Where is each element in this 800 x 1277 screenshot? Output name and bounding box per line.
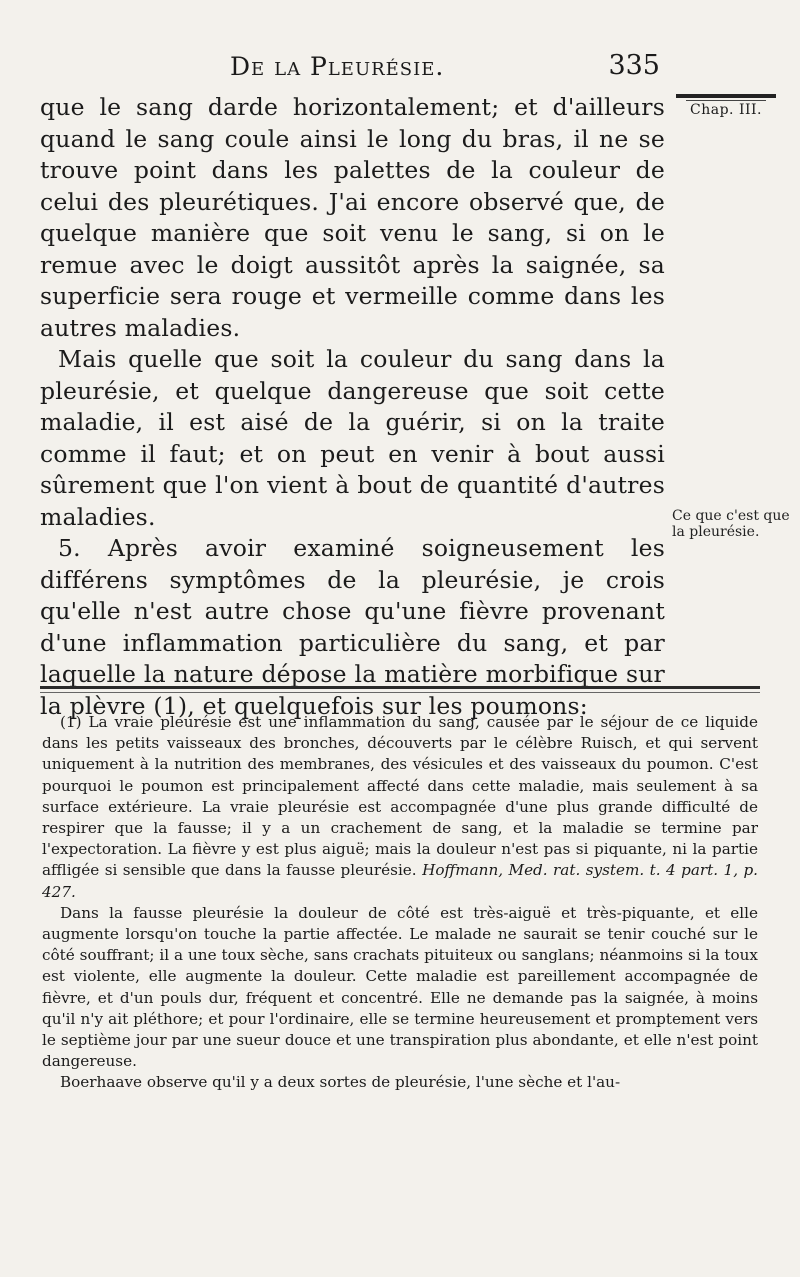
paragraph-3: 5. Après avoir examiné soigneusement les différens symptômes de la pleurésie, je crois qu'elle n'est autre chose qu'une fièvre provenant d'une inflammation particulière du sang, et par laquelle la nature dépose la matière morbifique sur la plèvre (1), et quelquefois sur les poumons:: [40, 534, 665, 720]
main-text: [40, 92, 665, 722]
footnote-1: [42, 712, 758, 903]
footnote-divider: [40, 686, 760, 689]
margin-chapter-label: Chap. III.: [676, 94, 776, 118]
paragraph-2: Mais quelle que soit la couleur du sang dans la pleurésie, et quelque dangereuse que soit cette maladie, il est aisé de la guérir, si on la traite comme il faut; et on peut en venir à bout aussi sûrement que l'on vient à bout de quantité d'autres maladies.: [40, 345, 665, 531]
running-title: De la Pleurésie.: [230, 52, 445, 81]
footnote-1-reference: Hoffmann, Med. rat. system. t. 4 part. 1, p. 427.: [42, 861, 759, 901]
footnote-2: Dans la fausse pleurésie la douleur de côté est très-aiguë et très-piquante, et elle augmente lorsqu'on touche la partie affectée. Le malade ne saurait se tenir couché sur le côté souffrant; il a une toux sèche, sans crachats pituiteux ou sanglans; néanmoins si la toux est violente, elle augmente la douleur. Cette maladie est pareillement accompagnée de fièvre, et d'un pouls dur, fréquent et concentré. Elle ne demande pas la saignée, à moins qu'il n'y ait pléthore; et pour l'ordinaire, elle se termine heureusement et promptement vers le septième jour par une sueur douce et une transpiration plus abondante, et elle n'est point dangereuse.: [42, 903, 758, 1071]
paragraph-1: que le sang darde horizontalement; et d'ailleurs quand le sang coule ainsi le long du bras, il ne se trouve point dans les palettes de la couleur de celui des pleurétiques. J'ai encore observé que, de quelque manière que soit venu le sang, si on le remue avec le doigt aussitôt après la saignée, sa superficie sera rouge et vermeille comme dans les autres maladies.: [40, 93, 665, 342]
footnote-1-text: (1) La vraie pleurésie est une inflammation du sang, causée par le séjour de ce liquide dans les petits vaisseaux des bronches, découverts par le célèbre Ruisch, et qui servent uniquement à la nutrition des membranes, des vésicules et des vaisseaux du poumon. C'est pourquoi le poumon est principalement affecté dans cette maladie, mais seulement à sa surface extérieure. La vraie pleurésie est accompagnée d'une plus grande difficulté de respirer que la fausse; il y a un crachement de sang, et la maladie se termine par l'expectoration. La fièvre y est plus aiguë; mais la douleur n'est pas si piquante, ni la partie affligée si sensible que dans la fausse pleurésie.: [42, 713, 758, 880]
margin-note: Ce que c'est que la pleurésie.: [672, 508, 790, 540]
footnote-3: Boerhaave observe qu'il y a deux sortes de pleurésie, l'une sèche et l'au-: [60, 1073, 621, 1092]
page-header: [40, 50, 660, 90]
page-number: 335: [608, 50, 660, 81]
footnotes: [42, 712, 758, 1094]
